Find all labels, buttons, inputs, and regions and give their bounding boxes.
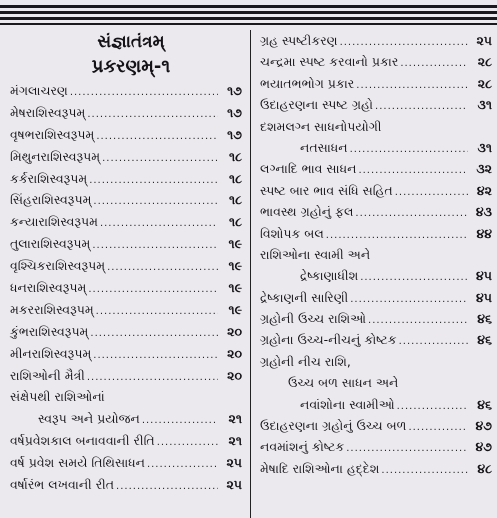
leader-dots: [96, 126, 218, 148]
leader-dots: [360, 267, 468, 288]
toc-entry-page: ૨૫: [226, 455, 242, 471]
toc-entry-page: ૪૩: [475, 204, 492, 220]
toc-list: [10, 430, 242, 496]
toc-entry[interactable]: [260, 287, 492, 308]
toc-entry[interactable]: [10, 430, 242, 452]
toc-entry[interactable]: [10, 343, 242, 365]
toc-entry[interactable]: [260, 94, 492, 115]
leader-dots: [381, 460, 468, 481]
toc-entry[interactable]: [10, 233, 242, 255]
toc-entry-title: સિંહરાશિસ્વરૂપમ્: [10, 192, 92, 208]
toc-entry[interactable]: [260, 415, 492, 436]
toc-entry-title: મંગલાચરણ: [10, 83, 68, 98]
toc-list: [260, 158, 492, 244]
toc-entry-title: કન્યારાશિસ્વરૂપમ: [10, 214, 98, 230]
toc-entry-page: ૪૨: [476, 182, 492, 198]
leader-dots: [87, 367, 218, 389]
toc-entry[interactable]: [10, 168, 242, 190]
toc-entry-page: ૨૦: [227, 367, 242, 383]
toc-entry-title: ગ્રહોના ઉચ્ચ-નીચનું કોષ્ટક: [260, 332, 397, 348]
toc-entry[interactable]: [10, 452, 242, 474]
toc-entry[interactable]: [10, 277, 242, 299]
leader-dots: [88, 279, 218, 301]
leader-dots: [116, 476, 218, 498]
toc-entry-page: ૪૬: [477, 311, 492, 327]
toc-entry-page: ૨૮: [477, 75, 492, 91]
leader-dots: [340, 32, 468, 53]
toc-entry-title: લગ્નાદિ ભાવ સાધન: [260, 161, 357, 177]
leader-dots: [100, 213, 218, 235]
header-rule: [0, 17, 497, 20]
toc-entry-page: ૩૧: [477, 97, 492, 113]
leader-dots: [89, 170, 218, 192]
toc-entry-title: નવાંશોના સ્વામીઓ: [300, 396, 395, 412]
toc-entry-page: ૧૯: [228, 301, 242, 317]
toc-entry-title: દ્રેષ્કાણની સારિણી: [260, 289, 349, 305]
toc-entry-title: ઉદાહરણના સ્પષ્ટ ગ્રહો: [260, 97, 374, 113]
header-rules: [0, 0, 497, 28]
toc-entry-title: નતસાધન: [300, 139, 348, 155]
toc-entry[interactable]: [10, 299, 242, 321]
leader-dots: [368, 310, 468, 331]
header-rule: [0, 11, 497, 14]
chapter-heading: પ્રકરણમ્-૧: [91, 56, 171, 77]
toc-entry-title: ચન્દ્રમા સ્પષ્ટ કરવાનો પ્રકાર: [260, 54, 399, 70]
leader-dots: [87, 104, 218, 126]
toc-entry-title: સ્પષ્ટ બાર ભાવ સંધિ સહિત: [260, 182, 393, 198]
toc-entry-page: ૧૭: [227, 126, 242, 142]
leader-dots: [358, 160, 468, 181]
toc-entry-title: નવમાંશનું કોષ્ટક: [260, 439, 345, 455]
header-rule: [0, 5, 497, 8]
toc-entry-page: ૪૫: [476, 268, 492, 284]
right-column: [260, 30, 492, 479]
toc-entry[interactable]: [260, 308, 492, 329]
toc-entry[interactable]: [260, 51, 492, 72]
toc-entry[interactable]: [10, 474, 242, 496]
toc-entry-page: ૨૦: [227, 323, 242, 339]
toc-entry[interactable]: [260, 201, 492, 222]
toc-entry[interactable]: [260, 73, 492, 94]
leader-dots: [326, 225, 468, 246]
left-column: [10, 30, 242, 496]
toc-entry-title: કુંભરાશિસ્વરૂપમ્: [10, 323, 89, 339]
toc-entry[interactable]: [260, 265, 492, 286]
toc-entry[interactable]: [260, 180, 492, 201]
toc-entry-page: ૧૮: [228, 148, 242, 164]
toc-entry[interactable]: [260, 458, 492, 479]
leader-dots: [397, 396, 468, 417]
leader-dots: [408, 417, 468, 438]
toc-entry[interactable]: [260, 436, 492, 457]
toc-entry[interactable]: [10, 189, 242, 211]
toc-entry-page: ૪૬: [477, 332, 492, 348]
toc-entry[interactable]: [10, 146, 242, 168]
leader-dots: [93, 345, 218, 367]
toc-entry[interactable]: [10, 80, 242, 102]
toc-entry[interactable]: [260, 223, 492, 244]
toc-entry[interactable]: [10, 321, 242, 343]
toc-entry-title: ઉદાહરણના ગ્રહોનું ઉચ્ચ બળ: [260, 418, 407, 434]
toc-entry-page: ૧૭: [227, 104, 242, 120]
leader-dots: [142, 410, 218, 432]
toc-entry-title: મકરરાશિસ્વરૂપમ્: [10, 301, 94, 317]
toc-list: [260, 415, 492, 479]
leader-dots: [90, 323, 218, 345]
toc-entry-title: મેષરાશિસ્વરૂપમ્: [10, 104, 86, 120]
toc-entry-title: ગ્રહ સ્પષ્ટીકરણ: [260, 33, 338, 48]
toc-entry-page: ૩૨: [476, 161, 492, 177]
toc-entry-title: ભાવસ્થ ગ્રહોનું ફલ: [260, 204, 354, 220]
toc-entry[interactable]: [260, 158, 492, 179]
toc-entry-page: ૪૭: [475, 439, 492, 455]
toc-entry-line: ગ્રહોની નીચ રાશિ,: [260, 353, 351, 369]
toc-entry-page: ૧૯: [228, 236, 242, 252]
toc-entry-page: ૨૫: [226, 477, 242, 493]
toc-entry-title: ભયાતભભોગ પ્રકાર: [260, 75, 355, 91]
toc-entry-page: ૪૮: [477, 460, 492, 476]
section-heading: સંજ્ઞાતંત્રમ્: [97, 32, 165, 52]
leader-dots: [400, 53, 468, 74]
toc-entry-line: રાશિઓના સ્વામી અને: [260, 246, 371, 262]
leader-dots: [395, 182, 468, 203]
toc-entry-title: દ્રેષ્કાણાધીશ: [300, 268, 359, 284]
toc-entry[interactable]: [260, 30, 492, 51]
toc-entry-page: ૨૮: [477, 54, 492, 70]
leader-dots: [96, 301, 218, 323]
toc-entry-title: મિથુનરાશિસ્વરૂપમ્: [10, 148, 101, 164]
toc-entry-line: દશમલગ્ન સાધનોપયોગી: [260, 118, 382, 134]
leader-dots: [147, 454, 218, 476]
toc-entry-title: મેષાદિ રાશિઓના હદ્દેશ: [260, 460, 380, 476]
toc-entry-title: વિશોપક બલ: [260, 225, 324, 241]
leader-dots: [157, 432, 218, 454]
leader-dots: [356, 75, 468, 96]
toc-entry-page: ૪૭: [475, 418, 492, 434]
leader-dots: [355, 203, 468, 224]
leader-dots: [346, 438, 468, 459]
toc-entry-page: ૪૬: [477, 396, 492, 412]
leader-dots: [350, 139, 468, 160]
toc-entry-page: ૧૯: [228, 258, 242, 274]
toc-list: [260, 287, 492, 351]
toc-entry-title: રાશિઓની મૈત્રી: [10, 367, 85, 383]
toc-entry-title: વર્ષારંભ લખવાની રીત: [10, 477, 115, 493]
toc-entry-title: વૃષભરાશિસ્વરૂપમ્: [10, 126, 95, 142]
toc-entry[interactable]: [10, 124, 242, 146]
toc-entry-page: ૪૫: [476, 289, 492, 305]
toc-entry-page: ૧૮: [228, 192, 242, 208]
toc-entry-page: ૨૧: [228, 433, 242, 449]
toc-entry-title: સ્વરૂપ અને પ્રયોજન: [38, 411, 140, 427]
toc-entry-title: ધનરાશિસ્વરૂપમ્: [10, 280, 87, 296]
toc-list: [10, 80, 242, 386]
leader-dots: [70, 82, 218, 104]
leader-dots: [375, 96, 468, 117]
leader-dots: [350, 289, 468, 310]
column-divider: [250, 30, 251, 518]
toc-entry-page: ૩૧: [477, 139, 492, 155]
leader-dots: [92, 235, 218, 257]
toc-entry-page: ૧૮: [228, 170, 242, 186]
leader-dots: [93, 191, 218, 213]
toc-entry-title: ગ્રહોની ઉચ્ચ રાશિઓ: [260, 311, 367, 327]
leader-dots: [399, 331, 468, 352]
toc-entry-line: સંક્ષેપથી રાશિઓનાં: [10, 389, 105, 405]
toc-entry[interactable]: [260, 329, 492, 350]
toc-entry-title: કર્કરાશિસ્વરૂપમ્: [10, 170, 88, 186]
toc-entry-title: મીનરાશિસ્વરૂપમ્: [10, 345, 92, 361]
toc-entry-page: ૧૯: [228, 280, 242, 296]
toc-entry[interactable]: [10, 211, 242, 233]
toc-entry[interactable]: [260, 394, 492, 415]
toc-entry[interactable]: [10, 365, 242, 387]
toc-entry[interactable]: [10, 255, 242, 277]
toc-entry[interactable]: [10, 102, 242, 124]
toc-entry-title: વર્ષ પ્રવેશ સમયે તિથિસાધન: [10, 455, 145, 471]
toc-entry-page: ૧૮: [228, 214, 242, 230]
toc-entry-page: ૨૦: [227, 345, 242, 361]
toc-entry-page: ૨૧: [228, 411, 242, 427]
leader-dots: [107, 257, 218, 279]
toc-entry[interactable]: [10, 408, 242, 430]
header-rule: [0, 23, 497, 25]
toc-entry-page: ૪૪: [476, 225, 492, 241]
toc-entry-title: વૃશ્ચિકરાશિસ્વરૂપમ્: [10, 258, 106, 274]
toc-list: [260, 30, 492, 116]
toc-entry-line: ઉચ્ચ બળ સાધન અને: [288, 375, 399, 391]
toc-entry-page: ૨૫: [476, 33, 492, 48]
leader-dots: [102, 148, 218, 170]
toc-entry-page: ૧૭: [227, 83, 242, 98]
toc-entry-title: વર્ષપ્રવેશકાલ બનાવવાની રીતિ: [10, 433, 155, 449]
toc-entry[interactable]: [260, 137, 492, 158]
toc-entry-title: તુલારાશિસ્વરૂપમ્: [10, 236, 91, 252]
